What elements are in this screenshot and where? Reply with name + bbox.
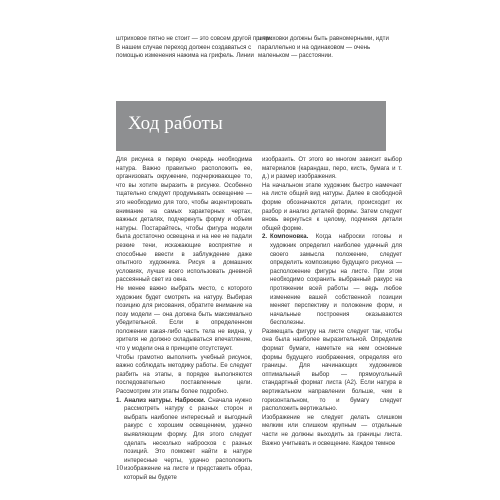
list-term: Компоновка.: [270, 234, 309, 241]
paragraph: Не менее важно выбрать место, с которого художник будет смотреть на натуру. Выбирая позицию для рисования, обратите внимание на позу модели — она должна быть максимально убедительной. Если в определенном положении какая-либо часть тела не видна, у зрителя не должно складываться впечатление, что у модели она в принципе отсутствует.: [116, 285, 252, 353]
right-column: [262, 156, 402, 448]
list-text: Сначала нужно рассмотреть натуру с разных сторон и выбрать наиболее интересный и выгодный ракурс с хорошим освещением, удачно выявляющим форму. Для этого следует сделать несколько набросков с разных позиций. Это поможет найти в натуре интересные черты, удачно расположить изображение на листе и представить образ, который вы будете: [124, 397, 252, 481]
top-right-paragraph: штриховки должны быть равномерными, идти параллельно и на одинаковом — очень маленьком — расстоянии.: [258, 35, 389, 60]
list-item: [262, 233, 402, 328]
list-text: Когда наброски готовы и художник определил наиболее удачный для своего замысла положение, следует определить композицию будущего рисунка — расположение фигуры на листе. При этом необходимо сохранить выбранный ракурс на протяжении всей работы — ведь любое изменение вашей собственной позиции меняет перспективу и положение форм, и начальные построения оказываются бесполезны.: [270, 234, 402, 327]
page-number: 10: [116, 464, 123, 472]
left-column: [116, 156, 252, 483]
paragraph: Для рисунка в первую очередь необходима натура. Важно правильно расположить ее, организовать окружение, подчеркивающее то, что вы хотите выразить в рисунке. Особенно тщательно следует продумывать освещение — это необходимо для того, чтобы акцентировать внимание на самых характерных чертах, важных деталях, подчеркнуть форму и объем натуры. Постарайтесь, чтобы фигура модели была достаточно освещена и на нее не падали резкие тени, искажающие восприятие и способные ввести в заблуждение даже опытного художника. Рисуя в домашних условиях, лучше всего использовать дневной рассеянный свет из окна.: [116, 157, 252, 284]
list-item: [116, 397, 252, 483]
paragraph: Чтобы грамотно выполнить учебный рисунок, важно соблюдать методику работы. Ее следует разбить на этапы, в порядке выполняются последовательно поставленные цели. Рассмотрим эти этапы более подробно.: [116, 354, 252, 396]
list-number: 2.: [262, 234, 268, 241]
list-body: [270, 233, 402, 328]
paragraph: Размещать фигуру на листе следует так, чтобы она была наиболее выразительной. Определив формат бумаги, наметьте на нем основные формы будущего изображения, определяя его границы. Для начинающих художников оптимальный выбор — прямоугольный стандартный формат листа (А2). Если натура в вертикальном направлении больше, чем в горизонтальном, то и бумагу следует расположить вертикально.: [262, 328, 402, 413]
top-left-text: [116, 35, 276, 61]
paragraph: На начальном этапе художник быстро намечает на листе общий вид натуры. Далее в свободной форме обозначаются детали, происходит их разбор и анализ деталей формы. Затем следует вновь вернуться к целому, подчиняя детали общей форме.: [262, 182, 402, 232]
list-number: 1.: [116, 397, 122, 404]
paragraph: Изображение не следует делать слишком мелким или слишком крупным — отдельные части не должны выходить за границы листа. Важно учитывать и освещение. Каждое темное: [262, 414, 402, 447]
paragraph: изобразить. От этого во многом зависит выбор материалов (карандаш, перо, кисть, бумага и т. д.) и размер изображения.: [262, 157, 402, 181]
section-title: Ход работы: [128, 113, 223, 134]
list-term: Анализ натуры. Наброски.: [124, 397, 206, 404]
list-body: [124, 397, 252, 483]
top-right-text: [258, 35, 398, 61]
top-left-paragraph: штриховое пятно не стоит — это совсем другой прием. В нашем случае переход должен создаваться с помощью изменения нажима на грифель. Линии: [116, 35, 273, 60]
